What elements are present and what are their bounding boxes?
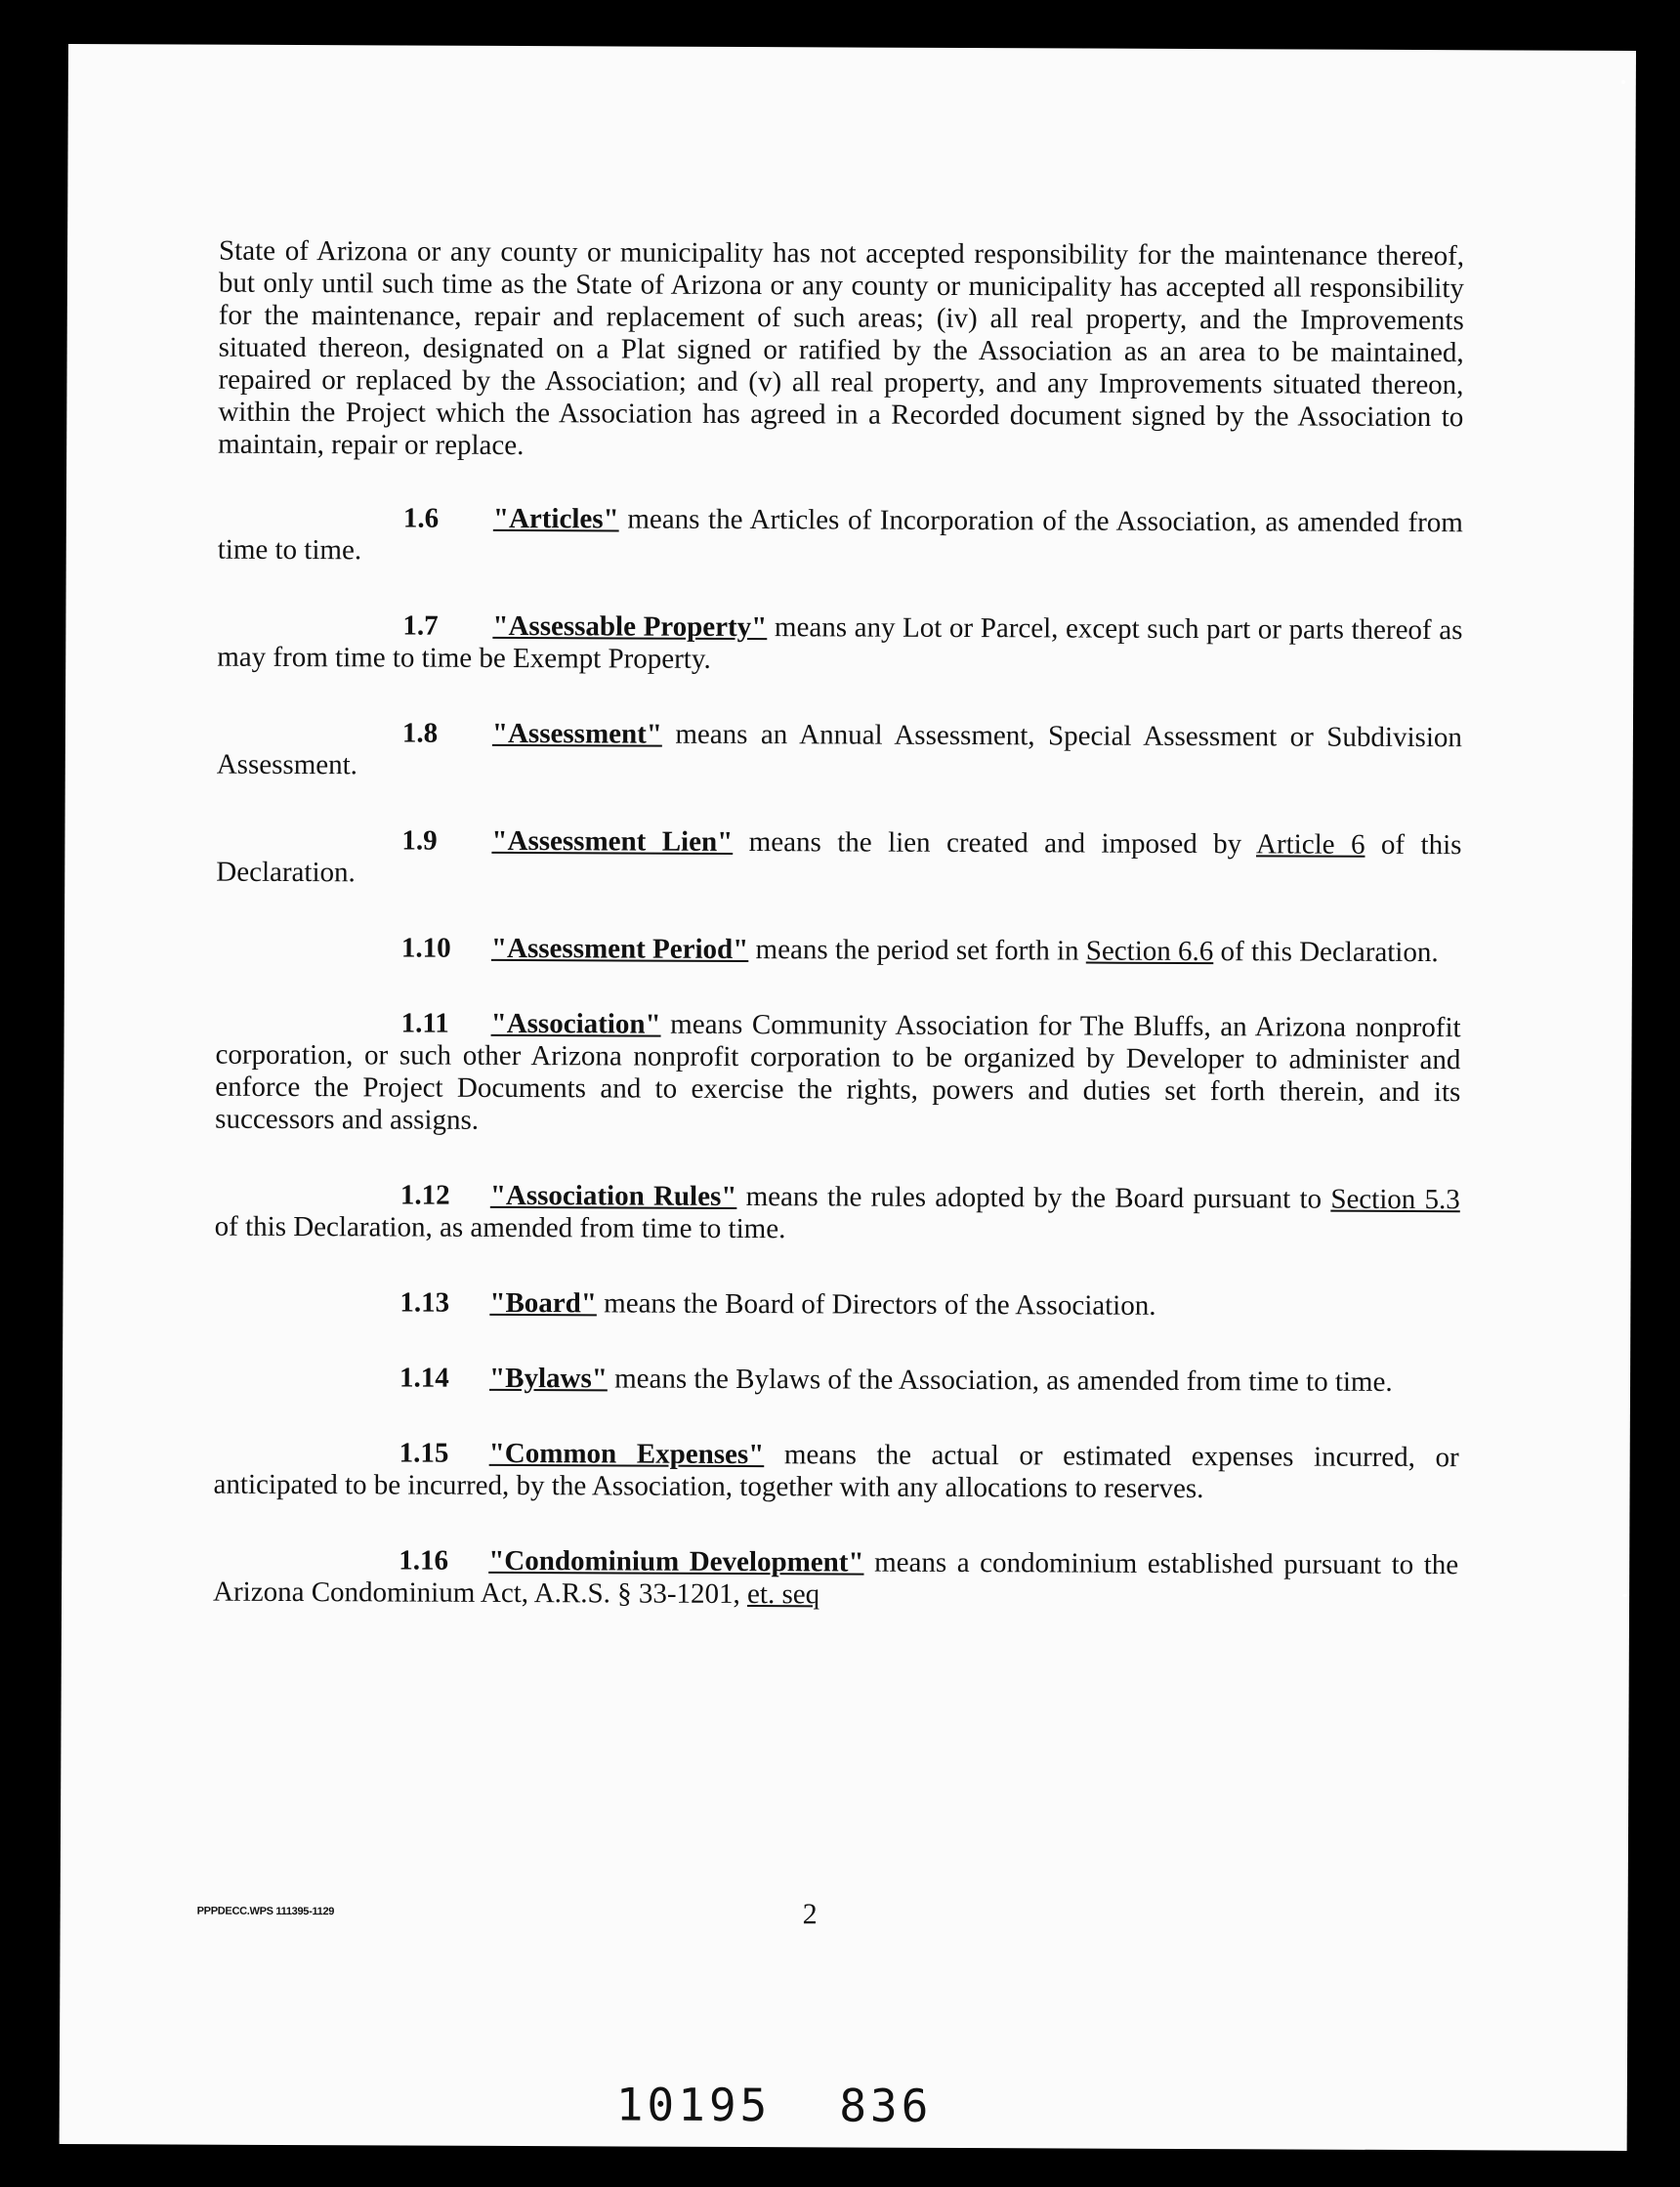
section-number: 1.12 <box>399 1179 450 1211</box>
footer-file-code: PPPDECC.WPS 111395-1129 <box>196 1905 335 1918</box>
recording-book-number: 10195 <box>615 2078 772 2132</box>
defined-term: "Assessable Property" <box>492 610 768 644</box>
section-number: 1.9 <box>401 824 438 857</box>
scan-speck <box>1622 1594 1627 1597</box>
definition-1-7 <box>217 610 1462 680</box>
defined-term: "Assessment" <box>491 717 662 750</box>
scan-speck <box>1621 80 1625 84</box>
defined-term: "Association" <box>490 1007 661 1040</box>
defined-term: "Association Rules" <box>489 1179 737 1212</box>
definition-text: means any Lot or Parcel, except such part or parts thereof as may from time to time be Exempt Property. <box>217 611 1463 675</box>
cross-reference: Section 5.3 <box>1330 1183 1460 1216</box>
section-number: 1.8 <box>401 717 439 749</box>
definition-1-16 <box>213 1544 1458 1615</box>
recording-page-number: 836 <box>839 2079 933 2132</box>
definition-1-14 <box>214 1362 1459 1400</box>
defined-term: "Common Expenses" <box>488 1437 765 1471</box>
definition-text: means the lien created and imposed by <box>733 825 1257 861</box>
cross-reference: Article 6 <box>1255 828 1365 861</box>
definition-text: means the period set forth in <box>748 934 1086 967</box>
section-number: 1.11 <box>400 1007 449 1039</box>
page-number: 2 <box>802 1898 818 1931</box>
definition-1-12 <box>215 1179 1460 1249</box>
document-body <box>213 235 1464 1658</box>
definition-text: means the Articles of Incorporation of the Association, as amended from time to time. <box>217 503 1463 567</box>
definition-1-8 <box>217 717 1462 787</box>
definition-text: means an Annual Assessment, Special Assessment or Subdivision Assessment. <box>216 718 1462 781</box>
definition-text-tail: of this Declaration. <box>216 828 1462 889</box>
definition-1-15 <box>213 1437 1458 1507</box>
defined-term: "Assessment Lien" <box>491 824 734 858</box>
defined-term: "Articles" <box>492 502 619 535</box>
definition-1-6 <box>218 502 1463 572</box>
definition-1-13 <box>214 1286 1459 1325</box>
definition-text: means the rules adopted by the Board pursuant to <box>736 1180 1331 1215</box>
defined-term: "Board" <box>489 1286 597 1320</box>
defined-term: "Condominium Development" <box>488 1544 864 1578</box>
definition-1-9 <box>216 824 1461 895</box>
definition-text: means the Bylaws of the Association, as amended from time to time. <box>607 1363 1393 1398</box>
defined-term: "Bylaws" <box>488 1362 608 1395</box>
cross-reference: et. seq <box>746 1578 820 1611</box>
cross-reference: Section 6.6 <box>1085 935 1214 968</box>
definition-text-tail: of this Declaration, as amended from time to time. <box>214 1210 786 1245</box>
definition-1-10 <box>216 932 1461 970</box>
definition-text: means the actual or estimated expenses incurred, or anticipated to be incurred, by the Association, together with any allocations to reserves. <box>213 1439 1459 1505</box>
definition-1-11 <box>215 1007 1461 1142</box>
document-page <box>60 44 1636 2151</box>
section-number: 1.13 <box>399 1286 450 1319</box>
defined-term: "Assessment Period" <box>490 932 749 966</box>
definition-text: means the Board of Directors of the Association. <box>596 1287 1156 1322</box>
section-number: 1.7 <box>402 610 439 642</box>
section-number: 1.6 <box>402 502 440 534</box>
intro-paragraph: State of Arizona or any county or municipality has not accepted responsibility for the maintenance thereof, but only until such time as the State of Arizona or any county or municipality has accepted all responsibility for the maintenance, repair and replacement of such areas; (iv) all real property, and the Improvements situated thereon, designated on a Plat signed or ratified by the Association as an area to be maintained, repaired or replaced by the Association; and (v) all real property, and any Improvements situated thereon, within the Project which the Association has agreed in a Recorded document signed by the Association to maintain, repair or replace. <box>218 234 1465 462</box>
definition-text: means Community Association for The Bluffs, an Arizona nonprofit corporation, or such other Arizona nonprofit corporation to be organized by Developer to administer and enforce the Project Documents and to exercise the rights, powers and duties set forth therein, and its successors and assigns. <box>215 1008 1461 1136</box>
definition-text-tail: of this Declaration. <box>1213 936 1439 969</box>
section-number: 1.14 <box>399 1362 449 1394</box>
section-number: 1.16 <box>399 1544 449 1577</box>
section-number: 1.15 <box>399 1437 449 1469</box>
definition-text: means a condominium established pursuant to the Arizona Condominium Act, A.R.S. § 33-1201, <box>213 1546 1459 1611</box>
recording-stamp <box>616 2078 933 2131</box>
section-number: 1.10 <box>400 932 451 964</box>
